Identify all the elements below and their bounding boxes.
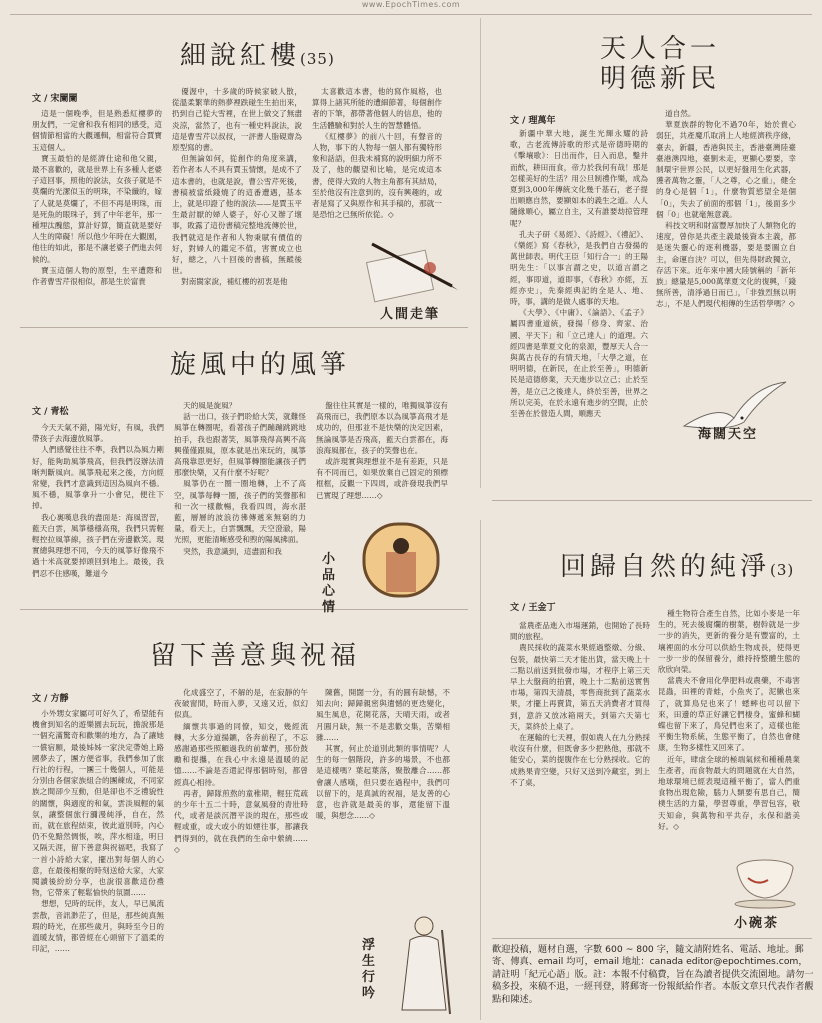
- article-title-hongloumeng: 細說紅樓(35): [180, 41, 335, 71]
- article-title-tianren: 天人合一 明德新民: [600, 34, 721, 94]
- column-badge: 小碗茶: [734, 916, 780, 931]
- article-title-kite: 旋風中的風箏: [170, 350, 351, 380]
- article-title-blessing: 留下善意與祝福: [150, 641, 361, 671]
- article-column: 這是一個晚季，但是熟悉紅樓夢的朋友們，一定會和我有相同的感受，這個情節相當的大觀邏輯，相當符合賈寶玉這個人。 寶玉最怕的是經濟仕途和他父親，最不喜歡的，就是世界上有多種人老婆子這回事，照他的說法，女孩子就是不莫爛的光潔似玉的明珠，不染纖的，嫁了人就是莫爛了，不但不再是明珠，而是死魚的眼珠子，到了中年老年，那一種埋汰醜態，算計好算，簡直就是要好人生的障礙！所以他少年時在大觀園，他往的如此，都是不讓老婆子們進去伺候的。 寶玉這個人物的原型，生平遭際和作者曹雪芹很相似，都是生於富貴: [32, 109, 162, 287]
- article-column: 種生物符合產生自然，比如小麥是一年生的，死去後腐爛的樹葉，樹幹就是一步一步的消失，更新的養分是有豐富的，土壤裡面的水分可以供給生物成長，使得更一步一步的保留養分，維持持整體生態的欣欣向榮。 當農夫不會用化學肥料或農藥，不毒害昆蟲，田裡的青蛙，小魚夾了，泥鰍也來了，就算鳥兒也來了！蟋蟀也可以留下來，田邊的草正好讓它們棲身，蜜蜂和蝴蝶也留下來了，鳥兒們也來了，這樣也能平衡生物系統，生態平衡了，自然也會健康，生物多樣性又回來了。 近年，肆虐全球的極端氣候和種種農業生產者，而食物最大的問題就在大自然，地球環境已經表現這種平衡了，當人們重食物出現危險，腦力人類要有思自己，簡樸生活的力量，學習尊重，學習包容，敬天知命，與萬物和平共存，永保和諧美好。◇: [658, 609, 800, 831]
- section-divider-2: [20, 609, 468, 610]
- article-byline: 文 / 王金丁: [510, 603, 556, 613]
- section-divider-3: [492, 500, 812, 501]
- article-column: 太喜歡這本書，他的寫作風格，也算得上諸其所能的遭細節著，每個創作者的下筆，都帶著他個人的信息，他的生活體驗和對於人生的智慧體悟。 《紅樓夢》的前八十回，有聲音的人物，事下的人物每一個人都有獨特形象和話語，但我未補寫的說明細力所不及了，他的觀望和比喻，是完成這本書，使得大致的人物主角都有其結局，至於他沒有注意到的，沒有興趣的，或者是寫了又與原作和其手稿的，那就一是恐怕之已無所依從。◇: [312, 87, 442, 220]
- submission-divider: [492, 938, 812, 939]
- article-column: 新疆中華大地，誕生光輝永耀的詩歌，古老流傳詩歌的形式是帝德時期的《擊壤歌》：日出而作，日入而息，鑿井而飲，耕田而食，帝力於我何有哉！那是怎樣美好的生活？用公旦制禮作樂，成為夏到3,000年傳統文化幾千基石，老子提出順應自然，要顯如本的義生之道。人人隨緣順心，屬立自主，又有誰要劫掠管理呢？ 孔夫子研《易經》、《詩經》、《禮記》、《樂經》寫《春秋》，是我們自古發揚的萬世師表。明代王臣「知行合一」的王陽明先生：「以事言謂之史，以道言謂之經，事即道，道即事，《春秋》亦經，五經亦史」，先秦經典記的全是人、地、時，事，講的是做人處事的天地。 《大學》、《中庸》、《論語》、《孟子》屬四書重道統，發揚「修身、齊家、治國、平天下」和「立己達人」的道理。六經四書是華夏文化的泉源，豐厚天人合一與萬古長存的有情天地，「大學之道，在明明德，在新民，在止於至善」，明德新民是這德修業，天天進步以立己；止於至善，是立己之後達人，終於至善，世界之所以完美，在於永遠有進步的空間，止於至善在於營造人間，順應天: [510, 129, 648, 419]
- section-divider-1: [20, 327, 468, 328]
- article-column: 天的風是旋風？ 話一出口，孩子們聆給大笑，就難怪風箏在轉圈呢，看著孩子們蹦蹦跳跳地拍手，我也跟著笑，風箏飛得高興不高興僅僅跟風，原本就是出來玩的，風箏高飛靠思更好，但風箏轉圈能讓孩子們那麼快樂，又有什麼不好呢？ 風箏仍在一圈一圈地轉，上不了高空，風箏每轉一圈，孩子們的笑聲都和和一次一樣歡暢，我看四周，海水湛藍，層層的波浪彷彿傳遞來無窮的力量，看天上，白雲飄飄，天空澄澈，陽光照，更能清晰感受和煦的陽風拂面。 突然，我意識到，這盡面和我: [174, 401, 306, 556]
- calligraphy-brush-illustration: [360, 226, 460, 306]
- article-column: 盤往往其實是一樣的，唯獨風箏沒有高飛而已，我們原本以為風箏高飛才是成功的，但那並不是快樂的決定因素，無論風箏是否飛高，藍天白雲都在，海浪海風都在，孩子的笑聲也在。 或許現實與理想並不是有差距，只是有不同而已，如果放棄自己固定的預標框框，反觀一下四周，或許發現我們早已實現了理想……◇: [316, 401, 448, 500]
- column-badge: 海闊天空: [698, 427, 759, 442]
- article-column: 化成盛空了，不解的是，在寂靜的午夜破窗間，時而入夢，又遠又近，似幻似真。 緬懷共事過的同僚，知交，幾經流轉，大多分道揚鑣，各奔前程了，不忘感謝過那些照顧過我的前輩們，那份鼓勵和提攜，在我心中永遠是溫暖的記憶……不論是否還記得那個時刻，都曾經真心相待。 再者，歸隊煎熬的童稚期，輕狂荒疏的少年十五二十時，意氣風發的青壯時代，或者是談沉潛平淡的現在，那些或輕或重，或大或小的如煙往事，都讓我們得到的，就在我們的生命中縈繞……◇: [174, 688, 308, 854]
- tea-bowl-illustration: [728, 852, 802, 910]
- article-byline: 文 / 理萬年: [510, 116, 556, 126]
- window-reading-illustration: [336, 518, 466, 602]
- column-badge: 浮生行吟: [362, 938, 378, 1001]
- article-byline: 文 / 青松: [32, 407, 69, 417]
- article-byline: 文 / 宋闌闌: [32, 94, 78, 104]
- top-rule: [10, 14, 812, 15]
- header-url: www.EpochTimes.com: [361, 0, 461, 9]
- article-column: 優渥中，十多歲的時候家破人散，從溫柔繁華的熱夢裡跌碰生生拍出來，扔到自己從大雪裡，在世上做交了無盡炎涼，當然了，也有一種史料說法，說這是曹雪芹以叔叔，一評書人脂硯齋為原型寫的書。 但無論如何，從創作的角度來講，若作者本人不具有賈玉情懷，是成不了這本書的，也就是說，曹公雪芹死後，書稿被當紙錢燒了的這番遭遇，基本上，就是印證了他的說法——是賈玉平生最討厭的婦人婆子，好心又辦了壞事，敗露了這份書稿完整地流傳於世，我們就這是作者和人物秉賦有價值的好，對婦人的鑑定不值，害實成立也好，總之，八十回後的書稿，無蹤後世。 對南閩家說，補紅樓的初衷是他: [172, 87, 302, 287]
- article-title-nature: 回歸自然的純淨(3): [560, 552, 795, 582]
- submission-notice: 歡迎投稿，題材自選，字數 600 ~ 800 字，隨文請附姓名、電話、地址。郵寄、傳真、email 均可，email 地址：canada editor@epochtimes.com，請註明「紀元心語」版。註：本報不付稿費，旨在為讀者提供交流園地。請勿一稿多投，來稿不退，一經刊登，將郵寄一份報紙給作者。本版文章只代表作者觀點和陳述。: [492, 944, 814, 1005]
- article-column: 小外甥女家屬可可好久了，希望能有機會到知名的遊樂園去玩玩，擔說那是一個充滿驚奇和歡樂的地方，為了讓她一償宿願，最後姊姊一家決定帶她上路國夢去了，團方便省事，我們參加了旅行社的行程，一團三十幾個人，可能是分別由各個家族組合的團練成，不同家族之間卻少互動，但是卻也不乏禮貌性的關懷，與適度的和氣，雲淡風輕的氣氛，讓整個旅行瀰漫純淨，自在，然而，就在旅程結束，彼此道別時，內心仍不免黯然惆悵，唉，萍水相逢，明日又隔天涯，留下善意與祝福吧，我寫了一首小詩給大家，擺出對每個人的心意，在最後相聚的時刻送給大家，大家閱讀後紛紛分享，也說很喜歡這份禮物，它帶來了輕鬆愉快的氛圍…… 想想，兒時的玩伴，友人，早已風流雲散，音訊渺茫了，但是，那些純真無瑕的時光，在那些歲月，與時至今日的溫暖友情，都曾經在心頭留下了溫柔的印記，……: [32, 709, 164, 954]
- column-badge: 小品心情: [322, 552, 338, 615]
- article-column: 陳舊，開闊一分，有的圓有缺憾，不知去向；歸歸親密與遺憾的更迭變化，風生風息，花開花落，天晴天雨，或者月圓月缺，無一不是悲歡交集，苦樂相雜…… 其實，何止於道別此類的事情呢？人生的每一個階段，許多的場景，不也都是這樣嗎？葉起葉落，聚散離合……都會讓人感嘆，但只要在過程中，我們可以留下的，是真誠的祝福，是友善的心意，也許就是最美的事，還能留下溫暖，與想念……◇: [316, 688, 450, 821]
- sage-figure-illustration: [380, 910, 466, 1018]
- article-column: 道自然。 華夏族群的物化不過70年，始於貴心弱狂，共產魔爪取消上人地經濟秩序緣，臺去，新疆，香港與民主，香港臺灣陸臺臺港澳四地，臺劉未走，更顯心要要，幸制環宇世界公民，以更好盤用生化武器，獲者萬物之靈，「人之尊，心之重」，健全的身心是個「1」，什麼物質慾望全是個「0」，失去了前面的那個「1」，後面多少個「0」也就毫無意義。 科技文明和財富豐厚加快了人類物化的速度，曾你是共產主義最後資本主義，都是迷失靈心的逐利機器，要是要圖立自主，命運自決？可以，但先得財政獨立，存活下來。近年來中國大陸號稱的「新年族」總量是5,000萬華夏文化的復興，「錢無所善，清淨過日而已」，「非強烈無以明志」，不是人們現代相傳的生活哲學嗎？◇: [656, 109, 796, 309]
- article-column: 當農產品進入市場運銷，也開始了長時間的旅程。 農民採收的蔬菜水果經過整燉、分級、包裝，最快第二天才能出貨，當天晚上十二點以前送到批發市場，才程序上第三天早上大盤商的拍賣，晚上十二點前送實售市場，第四天清晨，零售商批到了蔬菜水果，才擺上再賣貨，第五天消費者才買得到，意許又放冰箱兩天，到第六天第七天，菜終於上桌了。 在運輸的七天裡，假如農人在九分熟採收沒有什麼，但既會多少把熟他，那就不能安心，菜的提腹作在七分熟採收。它的成熟果青空變，只好又送到冷藏室，到上不了桌，: [510, 621, 650, 787]
- article-byline: 文 / 方靜: [32, 694, 69, 704]
- column-divider-bottom: [480, 520, 481, 1020]
- article-column: 今天天氣不錯，陽光好，有風，我們帶孩子去海邊放風箏。 人們感覺往往不準，我們以為風力剛好，能夠助風箏飛高，但我們沒辦法清晰判斷風向。風箏飛起來之後，方向經常變，我們才意識到這因為風向不穩。風不穩，風箏拿升一小會兒，便往下掉。 我心裏嘆息我的盡面是：海風習習，藍天白雲，風箏穩穩高飛，我們只需輕輕控拉風箏線，孩子們在旁邊歡笑。現實總與理想不同，今天的風箏好像飛不過十米高就要掉頭回到地上。最後，我們忍不住感嘆，難道今: [32, 423, 164, 578]
- column-divider-top: [480, 18, 481, 488]
- column-badge: 人間走筆: [380, 307, 441, 322]
- seagull-illustration: [664, 374, 794, 454]
